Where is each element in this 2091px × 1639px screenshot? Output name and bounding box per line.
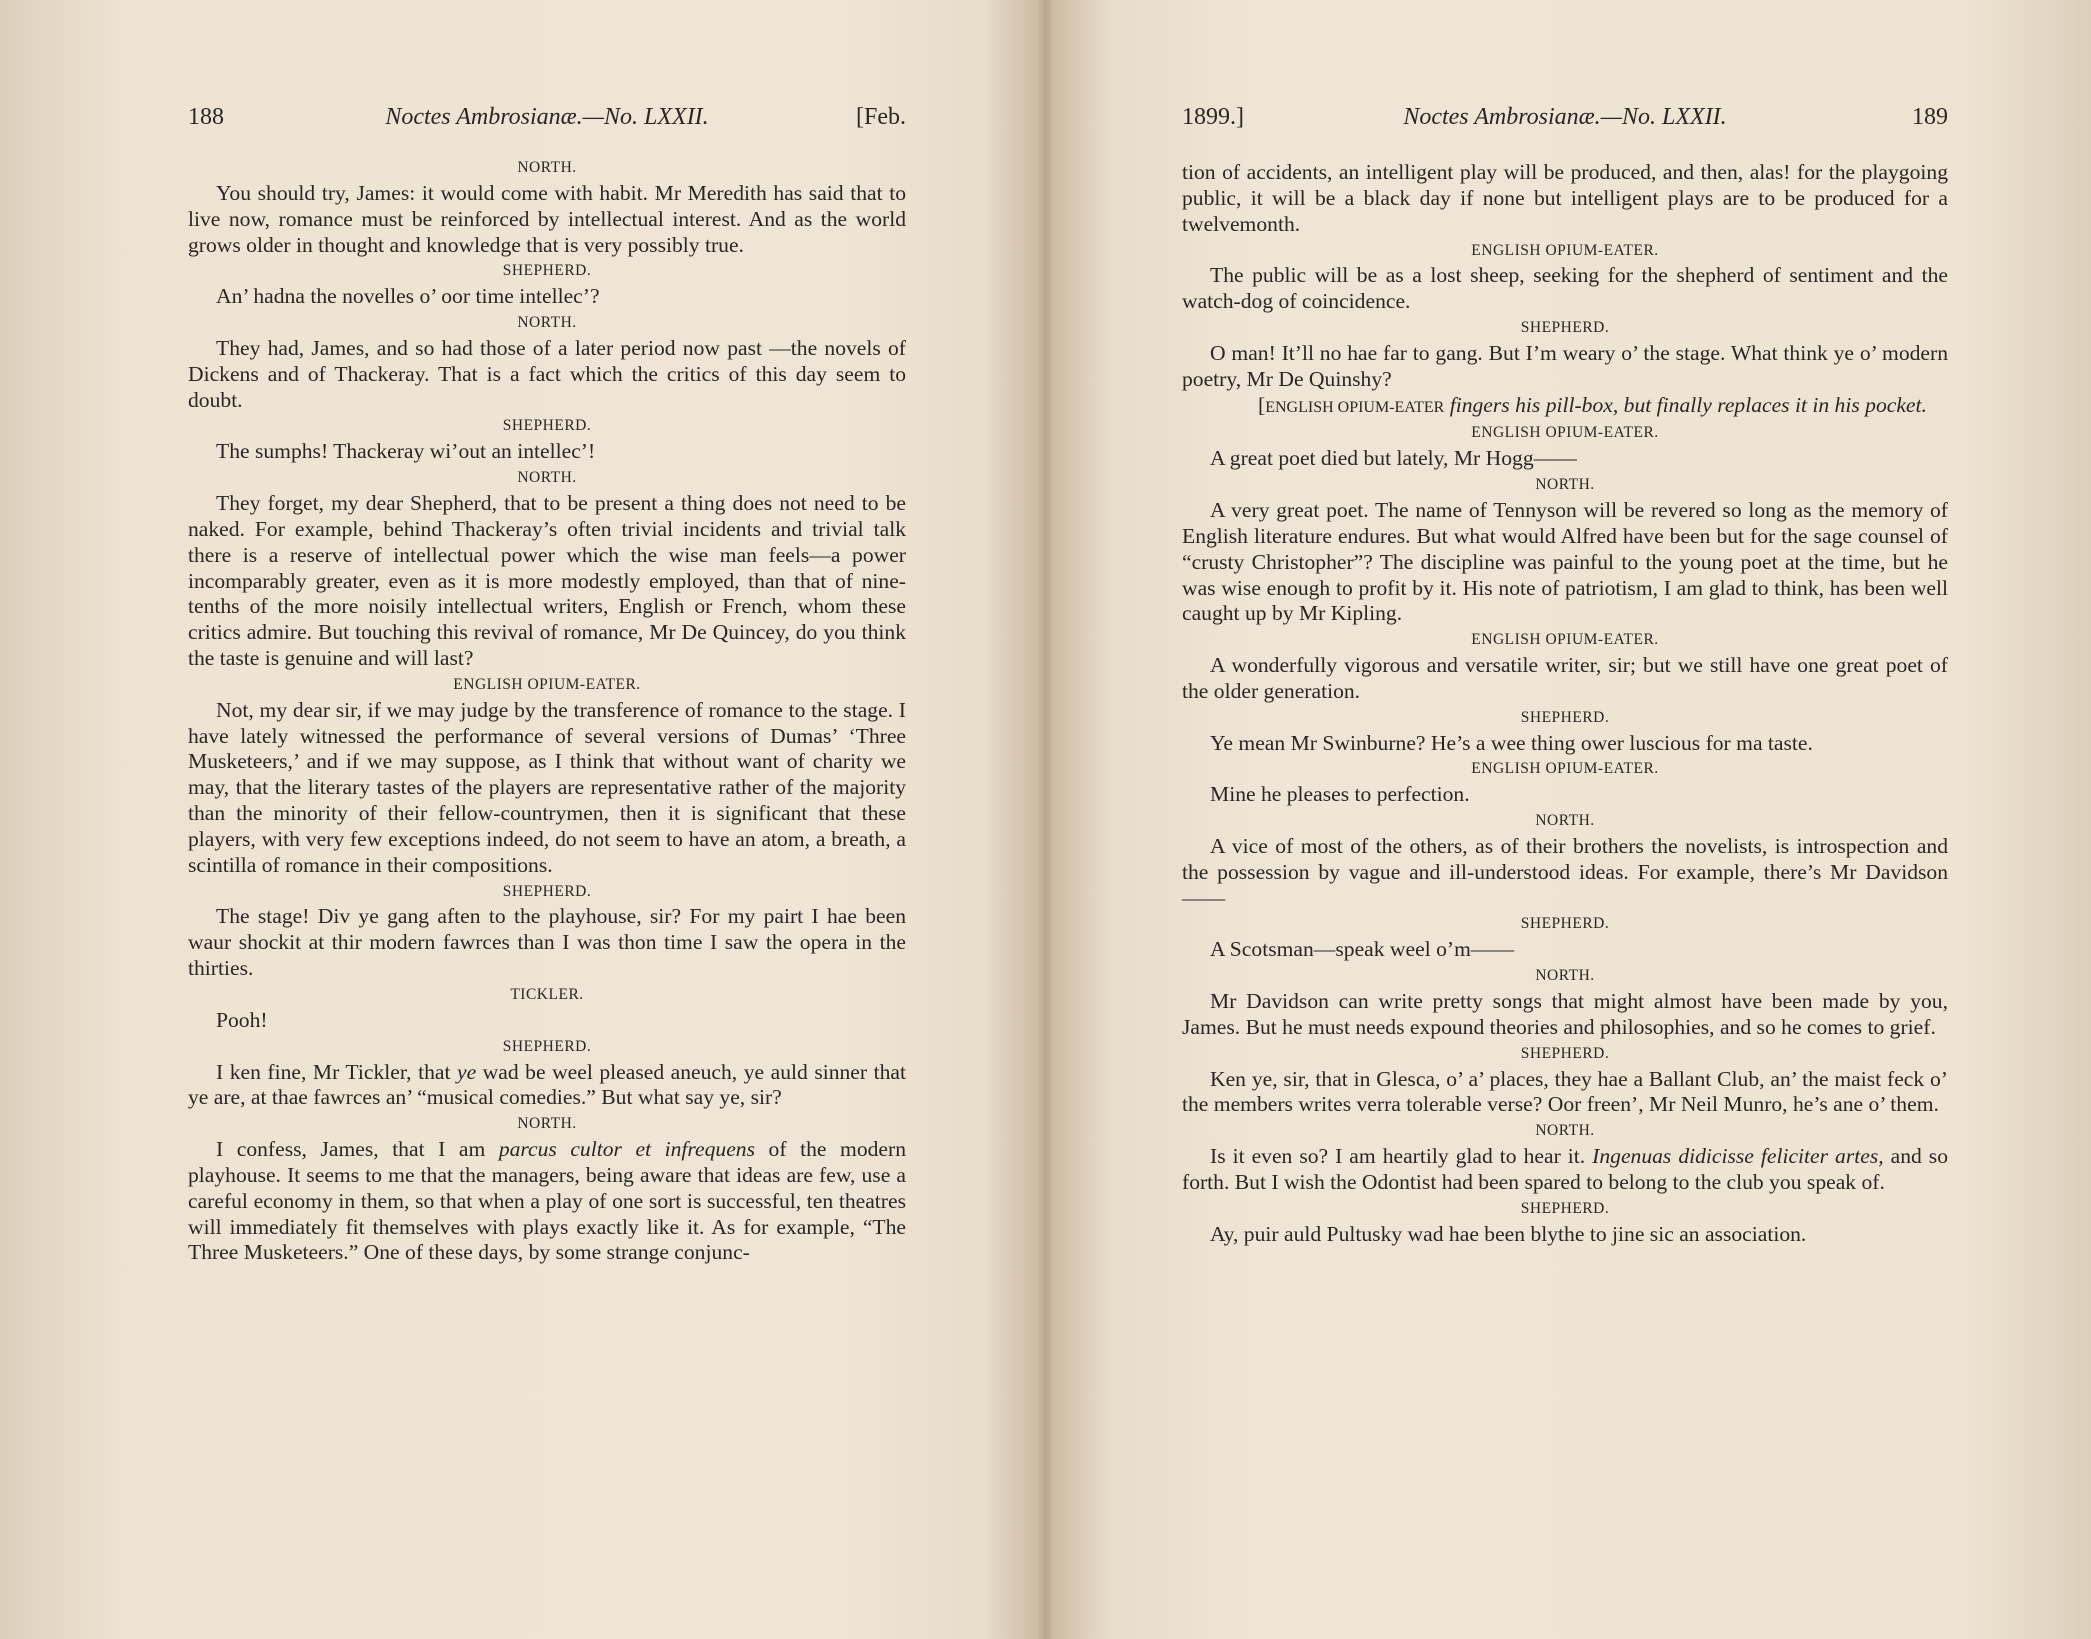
speech-paragraph: Ken ye, sir, that in Glesca, o’ a’ places, they hae a Ballant Club, an’ the maist feck o’ the members writes verra tolerable verse? Oor freen’, Mr Neil Munro, he’s ane o’ them. (1182, 1066, 1948, 1117)
speech-paragraph: Not, my dear sir, if we may judge by the transference of romance to the stage. I have lately witnessed the performance of several versions of Dumas’ ‘Three Musketeers,’ and if we may suppose, as I think that without want of charity we may, that the literary tastes of the players are representative rather of the majority than the minority of their fellow-countrymen, then it is significant that these players, with very few exceptions indeed, do not seem to have an atom, a breath, a scintilla of romance in their compositions. (188, 697, 906, 877)
page-number: 189 (1912, 104, 1948, 130)
running-title: Noctes Ambrosianæ.—No. LXXII. (1403, 104, 1727, 130)
speaker-name: SHEPHERD. (1520, 319, 1610, 337)
speech-paragraph: O man! It’ll no hae far to gang. But I’m weary o’ the stage. What think ye o’ modern poetry, Mr De Quinshy? (1182, 340, 1948, 391)
speaker-name: ENGLISH OPIUM-EATER. (1471, 631, 1659, 649)
right-page (1045, 0, 2091, 1639)
speaker-name: ENGLISH OPIUM-EATER. (1471, 424, 1659, 442)
speech-paragraph: I ken fine, Mr Tickler, that ye wad be weel pleased aneuch, ye auld sinner that ye are, at thae fawrces an’ “musical comedies.” But what say ye, sir? (188, 1059, 906, 1110)
speech-paragraph: An’ hadna the novelles o’ oor time intellec’? (216, 284, 600, 309)
speaker-name: SHEPHERD. (1520, 915, 1610, 933)
speech-paragraph: Is it even so? I am heartily glad to hear it. Ingenuas didicisse feliciter artes, and so forth. But I wish the Odontist had been spared to belong to the club you speak of. (1182, 1144, 1948, 1194)
speech-paragraph: A Scotsman—speak weel o’m—— (1210, 937, 1515, 962)
speaker-name: NORTH. (517, 314, 577, 332)
speech-paragraph: They forget, my dear Shepherd, that to be present a thing does not need to be naked. For example, behind Thackeray’s often trivial incidents and trivial talk there is a reserve of intellectual power which the wise man feels—a power incomparably greater, even as it is more modestly employed, than that of nine-tenths of the more noisily intellectual writers, English or French, whom these critics admire. But touching this revival of romance, Mr De Quincey, do you think the taste is genuine and will last? (188, 490, 906, 671)
speech-paragraph: A vice of most of the others, as of their brothers the novelists, is introspection and the possession by vague and ill-understood ideas. For example, there’s Mr Davidson—— (1182, 833, 1948, 910)
speech-paragraph: A very great poet. The name of Tennyson will be revered so long as the memory of English literature endures. But what would Alfred have been but for the sage counsel of “crusty Christopher”? The discipline was painful to the young poet at the time, but he was wise enough to profit by it. His note of patriotism, I am glad to think, has been well caught up by Mr Kipling. (1182, 497, 1948, 626)
speaker-name: SHEPHERD. (1520, 1044, 1610, 1062)
speaker-name: SHEPHERD. (1520, 708, 1610, 726)
speaker-name: SHEPHERD. (502, 1037, 592, 1055)
header-date: 1899.] (1182, 104, 1244, 130)
running-title: Noctes Ambrosianæ.—No. LXXII. (385, 104, 709, 130)
page-header (1182, 104, 1948, 144)
speaker-name: NORTH. (517, 1115, 577, 1133)
speech-paragraph: A great poet died but lately, Mr Hogg—— (1210, 446, 1577, 471)
speech-paragraph: I confess, James, that I am parcus cultor et infrequens of the modern playhouse. It seems to me that the managers, being aware that ideas are few, use a careful economy in them, so that when a play of one sort is successful, ten theatres will immediately fit themselves with plays exactly like it. As for example, “The Three Musketeers.” One of these days, by some strange conjunc- (188, 1137, 906, 1265)
speaker-name: NORTH. (517, 159, 577, 176)
page-body (1182, 160, 1948, 1247)
speaker-name: NORTH. (1535, 812, 1595, 830)
page-number: 188 (188, 104, 224, 130)
speech-paragraph: Ay, puir auld Pultusky wad hae been blythe to jine sic an association. (1210, 1221, 1807, 1246)
speaker-name: NORTH. (1535, 1122, 1595, 1140)
speaker-name: SHEPHERD. (502, 417, 592, 435)
speaker-name: SHEPHERD. (502, 882, 592, 900)
left-page (0, 0, 1040, 1639)
header-date: [Feb. (856, 104, 906, 130)
speaker-name: TICKLER. (510, 986, 584, 1003)
speaker-name: NORTH. (517, 469, 577, 487)
page-body (188, 155, 906, 1266)
speech-paragraph: Pooh! (216, 1007, 268, 1032)
speech-paragraph: Ye mean Mr Swinburne? He’s a wee thing ower luscious for ma taste. (1210, 730, 1813, 755)
speech-paragraph: The sumphs! Thackeray wi’out an intellec’! (216, 439, 596, 464)
speaker-name: ENGLISH OPIUM-EATER. (1471, 241, 1659, 259)
speaker-name: SHEPHERD. (1520, 1199, 1610, 1217)
speaker-name: NORTH. (1535, 967, 1595, 985)
speech-paragraph: Mr Davidson can write pretty songs that might almost have been made by you, James. But he must needs expound theories and philosophies, and so he comes to grief. (1182, 989, 1948, 1039)
speaker-name: ENGLISH OPIUM-EATER. (453, 675, 641, 693)
speech-paragraph: A wonderfully vigorous and versatile writer, sir; but we still have one great poet of the older generation. (1182, 653, 1948, 703)
speech-paragraph: They had, James, and so had those of a later period now past —the novels of Dickens and of Thackeray. That is a fact which the critics of this day seem to doubt. (188, 335, 906, 412)
speech-paragraph: The stage! Div ye gang aften to the playhouse, sir? For my pairt I hae been waur shockit at thir modern fawrces than I was thon time I saw the opera in the thirties. (188, 904, 906, 981)
page-header (188, 104, 906, 144)
speaker-name: ENGLISH OPIUM-EATER. (1471, 760, 1659, 778)
speech-paragraph: The public will be as a lost sheep, seeking for the shepherd of sentiment and the watch-dog of coincidence. (1182, 263, 1948, 314)
speech-paragraph: You should try, James: it would come with habit. Mr Meredith has said that to live now, romance must be reinforced by intellectual interest. And as the world grows older in thought and knowledge that is very possibly true. (188, 180, 906, 257)
speaker-name: SHEPHERD. (502, 262, 592, 280)
speech-paragraph: Mine he pleases to perfection. (1210, 782, 1470, 807)
stage-direction: [ENGLISH OPIUM-EATER fingers his pill-box, but finally replaces it in his pocket. (1258, 392, 1927, 417)
speaker-name: NORTH. (1535, 476, 1595, 494)
continued-paragraph: tion of accidents, an intelligent play will be produced, and then, alas! for the playgoing public, it will be a black day if none but intelligent plays are to be produced for a twelvemonth. (1182, 160, 1948, 236)
